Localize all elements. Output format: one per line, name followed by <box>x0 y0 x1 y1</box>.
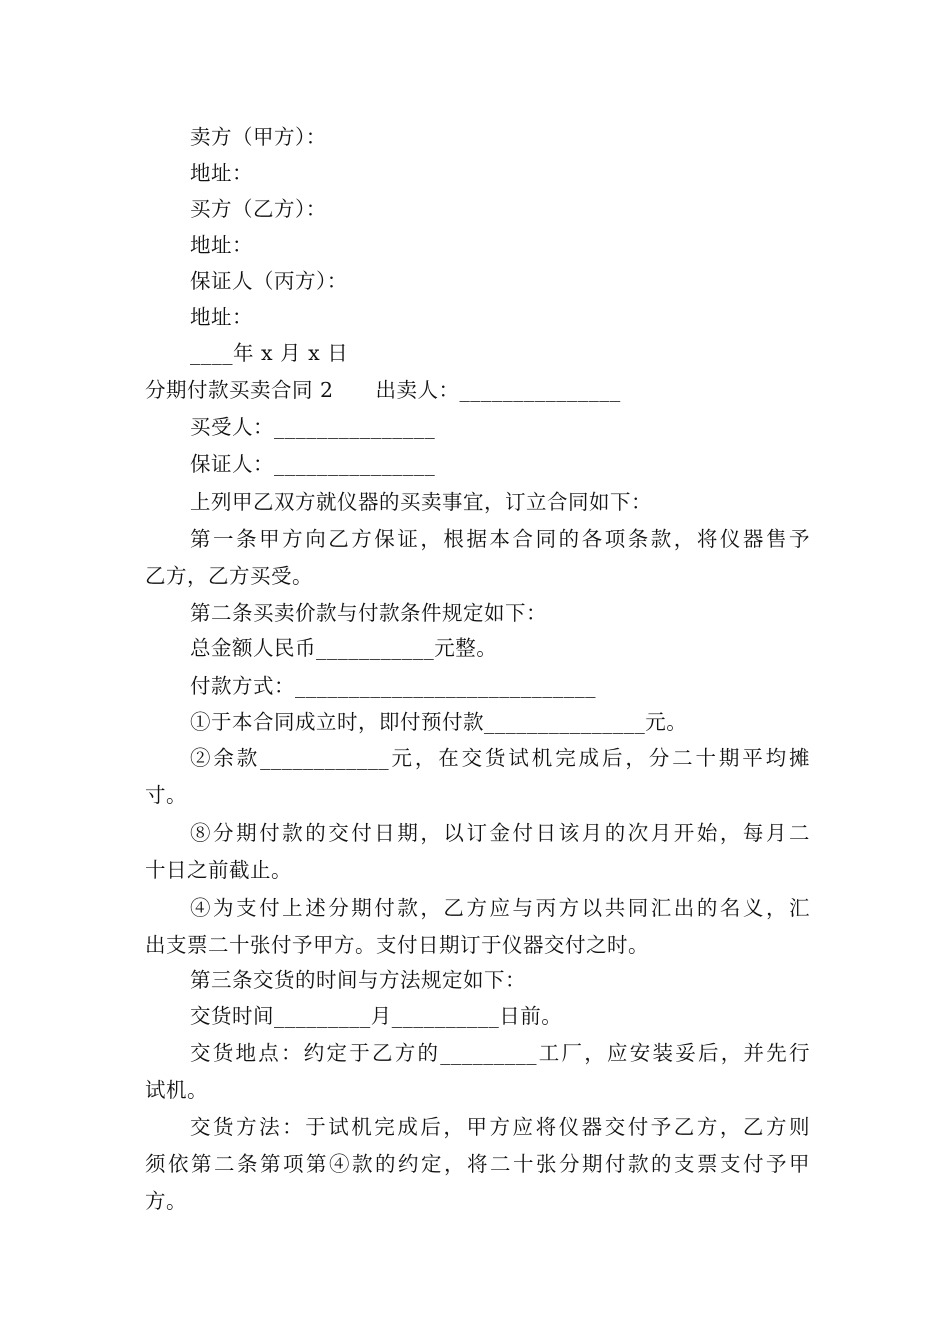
delivery-place-line-2: 试机。 <box>145 1078 208 1102</box>
article-3-heading: 第三条交货的时间与方法规定如下： <box>190 968 526 992</box>
item-2-line-2: 寸。 <box>145 783 187 807</box>
date-line: ____年 x 月 x 日 <box>190 341 349 365</box>
payment-method-line: 付款方式：____________________________ <box>190 674 596 698</box>
guarantor-signature-line: 保证人：_______________ <box>190 452 436 476</box>
contract-title-seller-line: 分期付款买卖合同 2 出卖人：_______________ <box>145 378 621 402</box>
guarantor-address-line: 地址： <box>190 305 253 329</box>
delivery-method-line-2: 须依第二条第项第④款的约定，将二十张分期付款的支票支付予甲 <box>145 1152 810 1176</box>
article-1-line-1: 第一条甲方向乙方保证，根据本合同的各项条款，将仪器售予 <box>190 527 810 551</box>
seller-address-line: 地址： <box>190 161 253 185</box>
article-1-line-2: 乙方，乙方买受。 <box>145 564 313 588</box>
buyer-party-line: 买方（乙方）： <box>190 197 327 221</box>
item-4-line-1: ④为支付上述分期付款，乙方应与丙方以共同汇出的名义，汇 <box>190 896 810 920</box>
delivery-method-line-1: 交货方法：于试机完成后，甲方应将仪器交付予乙方，乙方则 <box>190 1115 810 1139</box>
item-3-line-1: ⑧分期付款的交付日期，以订金付日该月的次月开始，每月二 <box>190 821 810 845</box>
buyer-signature-line: 买受人：_______________ <box>190 415 436 439</box>
guarantor-party-line: 保证人（丙方）： <box>190 269 348 293</box>
preamble-line: 上列甲乙双方就仪器的买卖事宜，订立合同如下： <box>190 490 652 514</box>
article-2-heading: 第二条买卖价款与付款条件规定如下： <box>190 601 547 625</box>
item-3-line-2: 十日之前截止。 <box>145 858 292 882</box>
item-4-line-2: 出支票二十张付予甲方。支付日期订于仪器交付之时。 <box>145 933 649 957</box>
seller-party-line: 卖方（甲方）： <box>190 125 327 149</box>
delivery-place-line-1: 交货地点：约定于乙方的_________工厂，应安装妥后，并先行 <box>190 1041 810 1065</box>
item-1-line: ①于本合同成立时，即付预付款_______________元。 <box>190 710 688 734</box>
delivery-time-line: 交货时间_________月__________日前。 <box>190 1004 563 1028</box>
delivery-method-line-3: 方。 <box>145 1189 187 1213</box>
item-2-line-1: ②余款____________元，在交货试机完成后，分二十期平均摊 <box>190 746 810 770</box>
total-amount-line: 总金额人民币___________元整。 <box>190 636 498 660</box>
buyer-address-line: 地址： <box>190 233 253 257</box>
